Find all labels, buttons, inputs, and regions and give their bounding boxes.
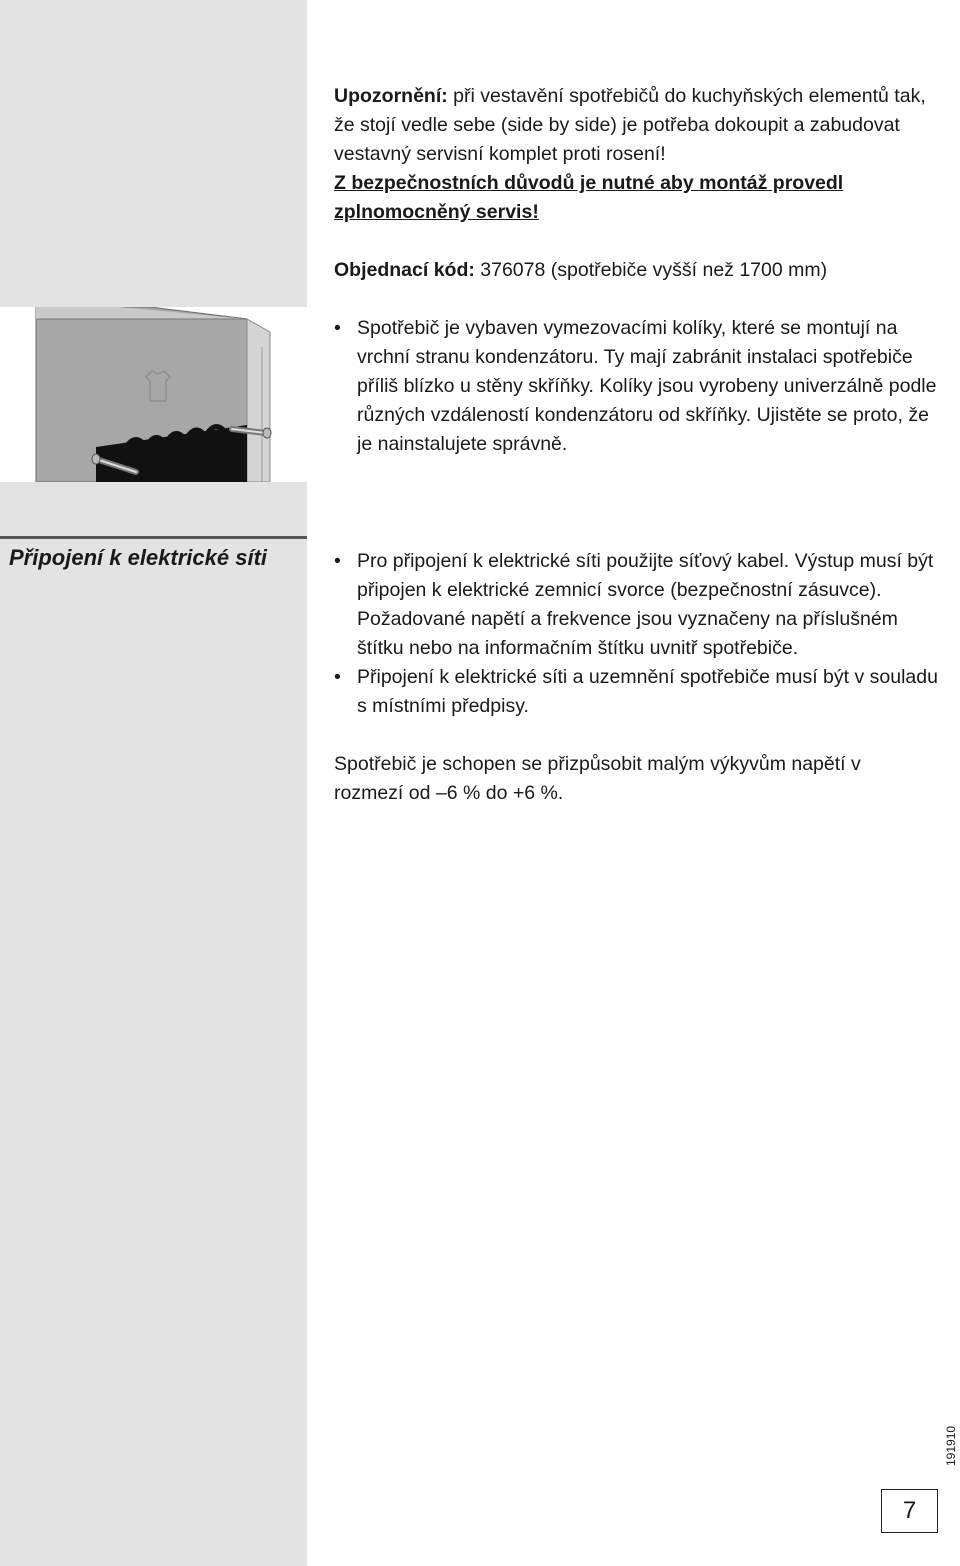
page-number: 7	[881, 1489, 938, 1533]
appliance-back-drawing	[0, 307, 307, 482]
spacer-bullet-text: Spotřebič je vybaven vymezovacími kolíky, které se montují na vrchní stranu kondenzátoru. Ty mají zabránit instalaci spotřebiče příliš blízko u stěny skříňky. Kolíky jsou vyrobeny univerzálně podle různých vzdáleností kondenzátoru od skříňky. Ujistěte se proto, že je nainstalujete správně.	[357, 317, 937, 455]
list-item	[334, 663, 944, 721]
order-code-value: 376078 (spotřebiče vyšší než 1700 mm)	[474, 259, 828, 281]
bullet-dot: •	[334, 666, 341, 688]
voltage-tolerance-text: Spotřebič je schopen se přizpůsobit malým výkyvům napětí v rozmezí od –6 % do +6 %.	[334, 753, 861, 804]
bullet-dot: •	[334, 550, 341, 572]
warning-safety-note: Z bezpečnostních důvodů je nutné aby montáž provedl zplnomocněný servis!	[334, 172, 844, 223]
bullet-dot: •	[334, 317, 341, 339]
electrical-bullet-list	[334, 547, 944, 721]
section-title-electrical: Připojení k elektrické síti	[9, 545, 268, 570]
warning-paragraph	[334, 82, 934, 227]
order-code-line	[334, 256, 934, 285]
electrical-bullet-1: Pro připojení k elektrické síti použijte síťový kabel. Výstup musí být připojen k elektrické zemnicí svorce (bezpečnostní zásuvce). Požadované napětí a frekvence jsou vyznačeny na příslušném štítku nebo na informačním štítku uvnitř spotřebiče.	[357, 550, 934, 659]
voltage-tolerance-paragraph	[334, 750, 914, 808]
left-margin-panel	[0, 0, 307, 1566]
spacer-bullet-list	[334, 314, 944, 459]
section-divider	[0, 536, 307, 539]
order-code-label: Objednací kód:	[334, 259, 475, 281]
electrical-bullet-2: Připojení k elektrické síti a uzemnění spotřebiče musí být v souladu s místními předpisy.	[357, 666, 938, 717]
warning-label: Upozornění:	[334, 85, 448, 107]
condenser-spacer-illustration	[0, 307, 307, 482]
warning-text: při vestavění spotřebičů do kuchyňských elementů tak, že stojí vedle sebe (side by side) je potřeba dokoupit a zabudovat vestavný servisní komplet proti rosení!	[334, 85, 926, 165]
list-item	[334, 547, 944, 663]
document-code: 191910	[944, 1425, 958, 1466]
list-item	[334, 314, 944, 459]
